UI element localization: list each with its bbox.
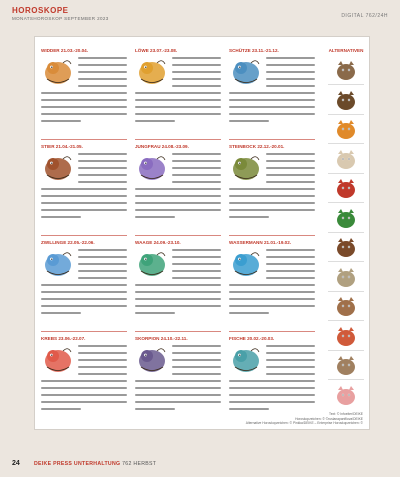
sign-entry	[41, 335, 127, 418]
zodiac-illustration-icon	[135, 151, 169, 183]
footer-brand-line	[34, 461, 156, 467]
alternatives-divider	[328, 232, 364, 233]
sign-entry	[41, 47, 127, 130]
sign-heading: FISCHE 20.02.-20.03.	[229, 336, 275, 341]
page-number: 24	[12, 460, 20, 467]
rabbit-icon	[333, 147, 359, 171]
sign-text	[229, 54, 315, 130]
sign-heading: LÖWE 23.07.-23.08.	[135, 48, 178, 53]
sign-text	[135, 54, 221, 130]
sign-heading: STEINBOCK 22.12.-20.01.	[229, 144, 285, 149]
rooster-icon	[333, 324, 359, 348]
page-subtitle: MONATSHOROSKOP SEPTEMBER 2023	[12, 16, 109, 21]
tiger-icon	[333, 117, 359, 141]
alternatives-divider	[328, 261, 364, 262]
sign-text	[229, 150, 315, 226]
sign-entry	[229, 47, 315, 130]
credit-line: Horoskopzeichen: © ©ruslanapanfilova/DEIKE	[295, 416, 363, 421]
sign-entry	[41, 239, 127, 322]
page-header	[12, 6, 388, 26]
alternatives-column	[325, 47, 367, 409]
sign-heading: STIER 21.04.-21.05.	[41, 144, 83, 149]
alternatives-divider	[328, 202, 364, 203]
dragon-icon	[333, 176, 359, 200]
zodiac-illustration-icon	[41, 151, 75, 183]
alternatives-divider	[328, 320, 364, 321]
section-divider	[41, 235, 127, 236]
sign-text	[229, 246, 315, 322]
section-divider	[229, 235, 315, 236]
sign-entry	[229, 335, 315, 418]
footer-brand: DEIKE PRESS UNTERHALTUNG	[34, 461, 121, 467]
sign-text	[135, 342, 221, 418]
zodiac-illustration-icon	[229, 55, 263, 87]
sign-text	[229, 342, 315, 418]
sign-text	[41, 54, 127, 130]
rat-icon	[333, 58, 359, 82]
sign-heading: SCHÜTZE 23.11.-21.12.	[229, 48, 279, 53]
section-divider	[41, 331, 127, 332]
section-divider	[135, 331, 221, 332]
credit-line: Text: © Infoeiter/DEIKE	[329, 412, 363, 417]
header-code: DIGITAL 762/24H	[341, 13, 388, 19]
sign-heading: ZWILLINGE 22.05.-22.06.	[41, 240, 95, 245]
alternatives-divider	[328, 350, 364, 351]
section-divider	[229, 331, 315, 332]
horse-icon	[333, 235, 359, 259]
snake-icon	[333, 206, 359, 230]
monkey-icon	[333, 294, 359, 318]
sign-heading: JUNGFRAU 24.08.-23.09.	[135, 144, 189, 149]
sign-entry	[135, 47, 221, 130]
sign-heading: WAAGE 24.09.-23.10.	[135, 240, 181, 245]
ox-icon	[333, 88, 359, 112]
sign-heading: WASSERMANN 21.01.-19.02.	[229, 240, 292, 245]
alternatives-divider	[328, 291, 364, 292]
sign-heading: SKORPION 24.10.-22.11.	[135, 336, 188, 341]
zodiac-illustration-icon	[229, 151, 263, 183]
dog-icon	[333, 353, 359, 377]
sign-text	[41, 246, 127, 322]
sign-entry	[229, 143, 315, 226]
sign-heading: KREBS 23.06.-22.07.	[41, 336, 86, 341]
alternatives-divider	[328, 84, 364, 85]
sign-entry	[135, 143, 221, 226]
sign-entry	[135, 335, 221, 418]
zodiac-illustration-icon	[41, 343, 75, 375]
sign-text	[135, 246, 221, 322]
alternatives-divider	[328, 143, 364, 144]
page-title: HOROSKOPE	[12, 6, 69, 15]
sign-text	[135, 150, 221, 226]
sign-text	[41, 150, 127, 226]
alternatives-divider	[328, 379, 364, 380]
zodiac-illustration-icon	[229, 247, 263, 279]
footer-issue: 762 HERBST	[122, 461, 157, 467]
zodiac-illustration-icon	[41, 247, 75, 279]
sign-text	[41, 342, 127, 418]
zodiac-illustration-icon	[229, 343, 263, 375]
sign-entry	[41, 143, 127, 226]
alternatives-divider	[328, 114, 364, 115]
horoscope-sheet	[34, 36, 370, 430]
sign-entry	[229, 239, 315, 322]
zodiac-illustration-icon	[135, 55, 169, 87]
goat-icon	[333, 265, 359, 289]
zodiac-illustration-icon	[41, 55, 75, 87]
credit-line: Alternative Horoskopzeichen: © Pinkka/DEIKE – Enterprise Horoskopzeichen: ©	[245, 420, 363, 425]
sign-entry	[135, 239, 221, 322]
section-divider	[41, 139, 127, 140]
zodiac-illustration-icon	[135, 343, 169, 375]
sign-heading: WIDDER 21.03.-20.04.	[41, 48, 88, 53]
alternatives-divider	[328, 173, 364, 174]
pig-icon	[333, 383, 359, 407]
section-divider	[135, 235, 221, 236]
section-divider	[135, 139, 221, 140]
credits	[203, 412, 363, 425]
zodiac-illustration-icon	[135, 247, 169, 279]
alternatives-title: ALTERNATIVEN	[328, 48, 364, 53]
section-divider	[229, 139, 315, 140]
